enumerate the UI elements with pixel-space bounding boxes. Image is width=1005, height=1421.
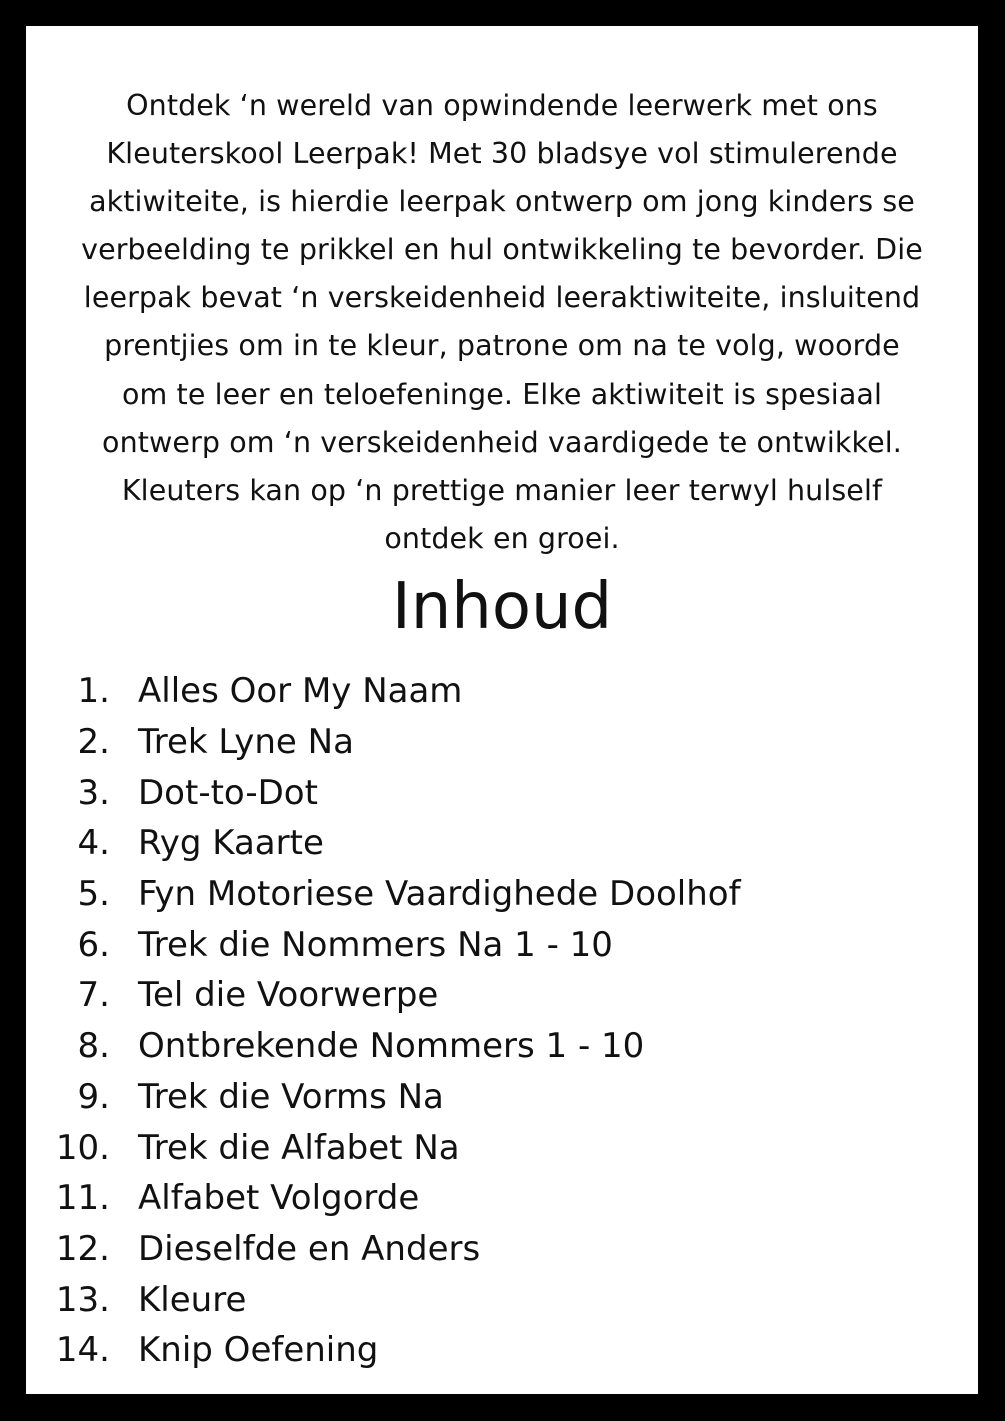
toc-item-label: Alfabet Volgorde — [138, 1178, 420, 1219]
toc-item — [26, 919, 978, 970]
toc-item-number: 14. — [55, 1330, 110, 1371]
document-page — [26, 26, 978, 1394]
toc-item — [26, 767, 978, 818]
toc-item-number: 9. — [77, 1076, 110, 1117]
intro-line: ontwerp om ‘n verskeidenheid vaardigede te ontwikkel. — [102, 425, 902, 459]
intro-line: prentjies om in te kleur, patrone om na te volg, woorde — [104, 329, 900, 363]
toc-item-number: 8. — [77, 1026, 110, 1067]
toc-item — [26, 1072, 978, 1123]
toc-item-number: 11. — [55, 1178, 110, 1219]
intro-line: Kleuters kan op ‘n prettige manier leer terwyl hulself — [121, 473, 883, 507]
intro-paragraph — [26, 82, 978, 563]
intro-line: aktiwiteite, is hierdie leerpak ontwerp om jong kinders se — [89, 185, 915, 219]
toc-item — [26, 1224, 978, 1275]
toc-item-label: Ontbrekende Nommers 1 - 10 — [138, 1026, 645, 1067]
toc-item-number: 7. — [77, 975, 110, 1016]
intro-line: om te leer en teloefeninge. Elke aktiwiteit is spesiaal — [122, 377, 882, 411]
toc-item-label: Alles Oor My Naam — [138, 671, 463, 712]
toc-item-number: 13. — [55, 1279, 110, 1320]
toc-item-label: Dot-to-Dot — [138, 772, 318, 813]
intro-line: leerpak bevat ‘n verskeidenheid leeraktiwiteite, insluitend — [83, 281, 921, 315]
toc-item-number: 10. — [55, 1127, 110, 1168]
toc-item — [26, 1173, 978, 1224]
intro-line: Kleuterskool Leerpak! Met 30 bladsye vol stimulerende — [106, 137, 898, 171]
intro-line: Ontdek ‘n wereld van opwindende leerwerk met ons — [126, 89, 878, 122]
intro-line: verbeelding te prikkel en hul ontwikkeling te bevorder. Die — [81, 233, 923, 267]
toc-item-label: Kleure — [138, 1279, 247, 1320]
toc-title: Inhoud — [391, 570, 613, 644]
toc-item-label: Knip Oefening — [138, 1330, 379, 1371]
toc-item — [26, 1274, 978, 1325]
toc-item-label: Trek Lyne Na — [138, 722, 354, 763]
toc-item-number: 4. — [77, 823, 110, 864]
table-of-contents — [26, 666, 978, 1376]
toc-item-label: Trek die Vorms Na — [138, 1076, 444, 1117]
toc-item-label: Fyn Motoriese Vaardighede Doolhof — [138, 874, 741, 915]
toc-item-number: 6. — [77, 924, 110, 965]
toc-item-label: Tel die Voorwerpe — [138, 975, 439, 1016]
toc-item-number: 5. — [77, 874, 110, 915]
toc-item-label: Dieselfde en Anders — [138, 1228, 481, 1269]
toc-item — [26, 1325, 978, 1376]
intro-line: ontdek en groei. — [384, 521, 620, 555]
toc-item-number: 2. — [77, 722, 110, 763]
toc-item — [26, 869, 978, 920]
toc-item-label: Trek die Nommers Na 1 - 10 — [138, 924, 613, 965]
toc-item — [26, 1122, 978, 1173]
toc-item — [26, 818, 978, 869]
toc-item — [26, 717, 978, 768]
toc-item — [26, 666, 978, 717]
toc-item-number: 3. — [77, 772, 110, 813]
toc-item-number: 1. — [77, 671, 110, 712]
toc-item — [26, 970, 978, 1021]
toc-item-label: Ryg Kaarte — [138, 823, 324, 864]
toc-item — [26, 1021, 978, 1072]
toc-item-number: 12. — [55, 1228, 110, 1269]
toc-item-label: Trek die Alfabet Na — [138, 1127, 460, 1168]
